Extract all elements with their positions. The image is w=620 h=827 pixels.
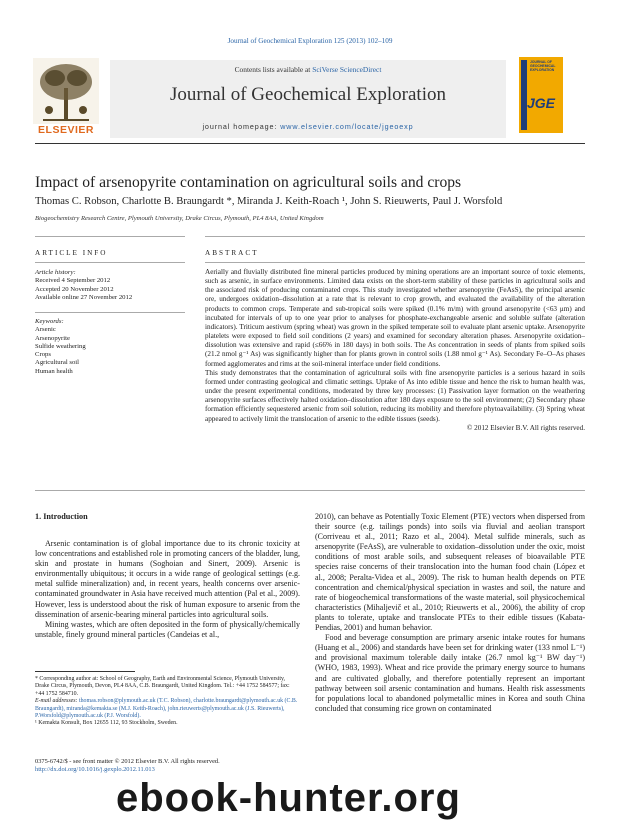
article-title: Impact of arsenopyrite contamination on agricultural soils and crops xyxy=(35,174,462,191)
keyword: Crops xyxy=(35,351,51,359)
contents-prefix: Contents lists available at xyxy=(234,65,313,74)
info-rule-keywords xyxy=(35,312,185,313)
affiliation-footnote: ¹ Kemakta Konsult, Box 12655 112, 93 Stockholm, Sweden. xyxy=(35,720,178,727)
header-rule xyxy=(35,143,585,144)
keyword: Sulfide weathering xyxy=(35,342,86,350)
history-accepted: Accepted 20 November 2012 xyxy=(35,285,114,293)
abstract-rule-mid xyxy=(205,262,585,263)
history-received: Received 4 September 2012 xyxy=(35,277,111,285)
homepage-prefix: journal homepage: xyxy=(202,122,281,131)
emails-label: E-mail addresses: xyxy=(35,698,78,705)
footnotes xyxy=(35,676,300,728)
contents-line xyxy=(110,65,506,74)
bottom-meta xyxy=(35,758,300,774)
homepage-link[interactable]: www.elsevier.com/locate/jgeoexp xyxy=(280,122,414,131)
keyword: Agricultural soil xyxy=(35,359,80,367)
body-column-left xyxy=(35,539,300,640)
issn-line: 0375-6742/$ - see front matter © 2012 Elsevier B.V. All rights reserved. xyxy=(35,758,220,765)
cover-title: JOURNAL OF GEOCHEMICAL EXPLORATION xyxy=(530,60,556,72)
keyword: Arsenopyrite xyxy=(35,334,70,342)
article-info-heading: ARTICLE INFO xyxy=(35,249,108,257)
abstract-copyright: © 2012 Elsevier B.V. All rights reserved. xyxy=(466,423,585,432)
section-heading-introduction: 1. Introduction xyxy=(35,512,88,521)
article-history xyxy=(35,269,185,302)
author-list: Thomas C. Robson, Charlotte B. Braungardt *, Miranda J. Keith-Roach ¹, John S. Rieuwerts, Paul J. Worsfold xyxy=(35,196,503,207)
body-column-right xyxy=(315,512,585,714)
footnote-rule xyxy=(35,671,135,672)
cover-abbrev: JGE xyxy=(526,95,555,111)
sciencedirect-link[interactable]: SciVerse ScienceDirect xyxy=(312,65,382,74)
body-paragraph: Mining wastes, which are often deposited in the form of physically/chemically unstable, finely ground mineral particles (Candeias et al., xyxy=(35,619,300,639)
email-addresses[interactable]: thomas.robson@plymouth.ac.uk (T.C. Robson), charlotte.braungardt@plymouth.ac.uk (C.B. Braungardt), miranda@kemakta.se (M.J. Keith-Roach), john.rieuwerts@plymouth.ac.uk (J.S. Rieuwerts), P.Worsfold@plymouth.ac.uk (P.J. Worsfold). xyxy=(35,698,298,720)
journal-title: Journal of Geochemical Exploration xyxy=(170,84,446,105)
abstract-rule-top xyxy=(205,236,585,237)
abstract-paragraph: Aerially and fluvially distributed fine mineral particles produced by mining operations are an important source of toxic elements, such as arsenic, in surface environments. Limited data exists on the short-term stability of these particles in agricultural soils and the associated risk of producing contaminated crops. This study investigated whether arsenopyrite (FeAsS), the principal arsenic ore, undergoes oxidation–dissolution at a rate that is relevant to crop growth, and evaluated the availability of the alteration products to common crops. Temperate and sub-tropical soils were spiked (0.1% m/m) with ground arsenopyrite (<63 μm) and incubated for intervals of up to one year prior to analyses for phosphate-exchangeable arsenic and soluble sulfate (alteration indicators). Triticum aestivum (spring wheat) was grown in the spiked temperate soil to evaluate plant arsenic uptake. Arsenopyrite platelets were exposed to field soil conditions (2 years) and examined for secondary alteration phases. Arsenopyrite oxidation–dissolution was extensive and rapid (≤66% in 180 days) in both soils. The As concentration in seeds of plants from spiked soils (21.2 nmol g⁻¹ As) was significantly higher than for plants grown in control soils (1.88 nmol g⁻¹ As). Secondary Fe–O–As phases formed agglomerates and rims at the soil-mineral interface under field conditions. xyxy=(205,268,585,368)
abstract-rule-bottom xyxy=(35,490,585,491)
affiliation: Biogeochemistry Research Centre, Plymouth University, Drake Circus, Plymouth, PL4 8AA, United Kingdom xyxy=(35,215,324,222)
info-rule-top xyxy=(35,236,185,237)
watermark-text: ebook-hunter.org xyxy=(116,776,461,820)
doi-link[interactable]: http://dx.doi.org/10.1016/j.gexplo.2012.11.013 xyxy=(35,766,155,773)
abstract-body xyxy=(205,268,585,433)
keywords-block xyxy=(35,318,185,376)
homepage-line xyxy=(110,122,506,131)
body-paragraph: Food and beverage consumption are primary arsenic intake routes for humans (Huang et al., 2006) and standards have been set for drinking water (133 nmol L⁻¹) and provisional maximum tolerable daily intake (26.7 nmol kg⁻¹ BW day⁻¹) (WHO, 1983, 1993). Wheat and rice provide the primary energy source to humans and are cultivated globally, and therefore potentially represent an important pathway between soil arsenic contamination and humans. Health risk assessments for populations local to abandoned polymetallic mines in Korea and south China concluded that consuming rice grown on contaminated xyxy=(315,633,585,713)
abstract-paragraph: This study demonstrates that the contamination of agricultural soils with fine arsenopyrite particles is a serious hazard in soils formed under contrasting geological and climatic settings. Uptake of As into edible tissue and hence the risk to human health was, under the present experimental conditions, moderated by three key processes: (1) Passivation layer formation on the weathering arsenopyrite surfaces effectively halted oxidation–dissolution after 180 days exposure to the soil environment; (2) Secondary phase formation efficiently sequestered arsenic from soil solution, reducing its mobility and therefore phytoavailability. (3) Spring wheat appeared to actively limit the translocation of arsenic to the edible tissues (seeds). xyxy=(205,368,585,423)
publisher-logo-text: ELSEVIER xyxy=(38,124,94,136)
history-online: Available online 27 November 2012 xyxy=(35,293,133,301)
abstract-heading: ABSTRACT xyxy=(205,249,259,257)
keyword: Arsenic xyxy=(35,326,56,334)
keyword: Human health xyxy=(35,367,73,375)
journal-reference[interactable]: Journal of Geochemical Exploration 125 (2013) 102–109 xyxy=(227,37,393,45)
keywords-label: Keywords: xyxy=(35,318,64,325)
corresponding-author-note: * Corresponding author at: School of Geography, Earth and Environmental Science, Plymouth University, Drake Circus, Plymouth, Devon, PL4 8AA, C.B. Braungardt, United Kingdom. Tel.: +44 1752 584577; fax: +44 1752 584710. xyxy=(35,676,290,697)
info-rule-mid xyxy=(35,262,185,263)
history-label: Article history: xyxy=(35,269,76,276)
body-paragraph: Arsenic contamination is of global importance due to its chronic toxicity at low concentrations and established role in promoting cancers of the bladder, lung, skin and prostate in humans (Soghoian and Sinert, 2009). Arsenic is environmentally ubiquitous; it occurs in a wide range of geological settings (e.g. metal sulfide mineralization) and, in recent years, health concerns over arsenic-contaminated groundwater in Asia have received much attention (Pal et al., 2009). However, less is understood about the risk of human exposure to arsenic from the dissemination of arsenic-bearing mineral particles into agricultural soils. xyxy=(35,539,300,619)
body-paragraph: 2010), can behave as Potentially Toxic Element (PTE) vectors when dispersed from their source (e.g. tailings ponds) into soils via fluvial and aeolian transport (Corriveau et al., 2011; Razo et al., 2004). Metal sulfide minerals, such as arsenopyrite (FeAsS), are vulnerable to oxidation–dissolution under the oxic, moist conditions of most arable soils, and subsequent releases of bioavailable PTE species raise concerns of their translocation into the human food chain (López et al., 2008; Peralta-Videa et al., 2009). The risk to human health depends on PTE concentration and chemical/physical speciation in wastes and soil, the nature and rate of biogeochemical transformations of the waste material, soil physicochemical characteristics (Mihaljevič et al., 2010; Rieuwerts et al., 2006), the ability of crop plants to tolerate, uptake and translocate PTEs to their edible tissues (Kabata-Pendias, 2001) and human behavior. xyxy=(315,512,585,633)
